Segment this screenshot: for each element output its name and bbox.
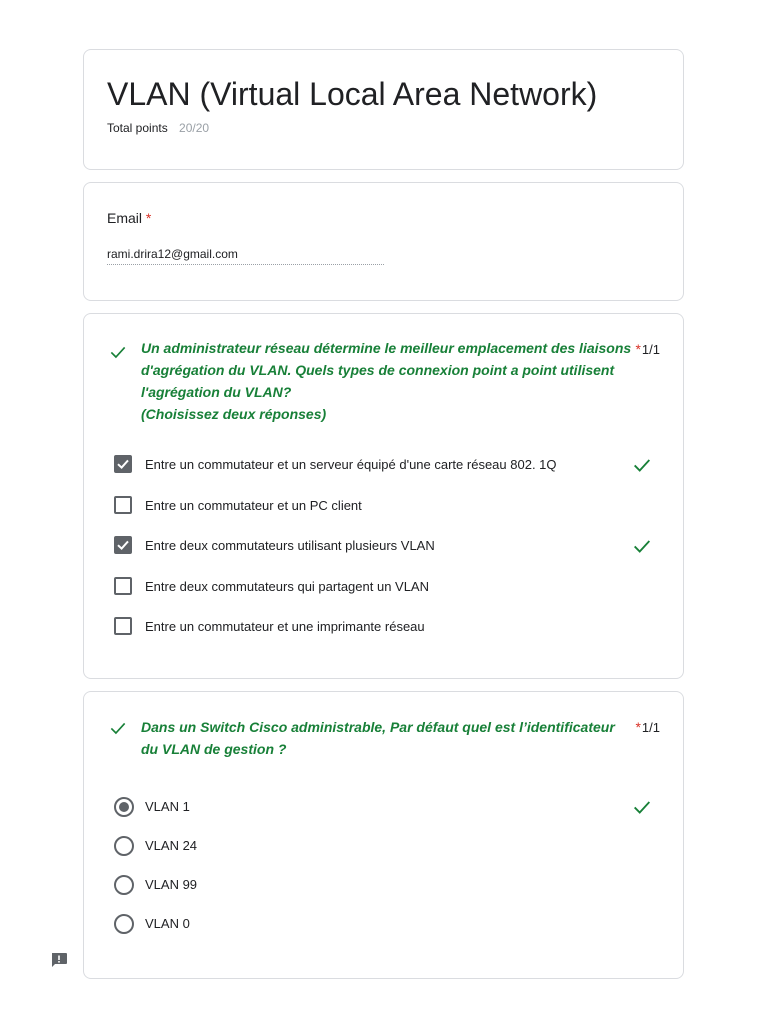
option-label: VLAN 1 xyxy=(145,799,190,814)
option-label: Entre un commutateur et un serveur équipé d'une carte réseau 802. 1Q xyxy=(145,457,557,472)
points-value: 1/1 xyxy=(641,342,660,357)
form-title: VLAN (Virtual Local Area Network) xyxy=(107,76,598,112)
option-label: Entre un commutateur et une imprimante réseau xyxy=(145,619,425,634)
radio-option[interactable] xyxy=(114,874,653,896)
check-icon xyxy=(108,718,128,738)
question-card-1 xyxy=(83,313,684,679)
question-text-line: du VLAN de gestion ? xyxy=(141,741,287,757)
option-label: VLAN 0 xyxy=(145,916,190,931)
correct-check-icon xyxy=(631,796,653,818)
form-header-card xyxy=(83,49,684,170)
email-card xyxy=(83,182,684,301)
radio-button[interactable] xyxy=(114,875,134,895)
question-points xyxy=(635,339,660,360)
checkbox-option[interactable] xyxy=(114,454,653,476)
checkbox[interactable] xyxy=(114,536,132,554)
total-points-value: 20/20 xyxy=(179,121,210,135)
required-asterisk: * xyxy=(635,341,641,357)
question-points xyxy=(635,717,660,738)
required-asterisk: * xyxy=(145,210,152,226)
report-problem-icon[interactable] xyxy=(49,950,69,970)
email-field[interactable]: rami.drira12@gmail.com xyxy=(107,245,384,265)
radio-button[interactable] xyxy=(114,797,134,817)
radio-option[interactable] xyxy=(114,835,653,857)
question-text-line: Un administrateur réseau détermine le meilleur emplacement des liaisons xyxy=(141,340,632,356)
checkbox[interactable] xyxy=(114,455,132,473)
option-label: Entre deux commutateurs qui partagent un VLAN xyxy=(145,578,429,594)
checkbox-option[interactable] xyxy=(114,535,653,557)
checkbox[interactable] xyxy=(114,617,132,635)
correct-check-icon xyxy=(631,535,653,557)
option-label: VLAN 24 xyxy=(145,838,198,853)
checkmark-icon xyxy=(116,457,130,471)
question-text xyxy=(141,716,626,760)
total-points xyxy=(107,120,209,136)
checkbox[interactable] xyxy=(114,577,132,595)
radio-button[interactable] xyxy=(114,914,134,934)
question-text-line: l'agrégation du VLAN? xyxy=(141,384,292,400)
email-label xyxy=(107,208,151,228)
required-asterisk: * xyxy=(635,719,641,735)
question-text-line: (Choisissez deux réponses) xyxy=(141,406,327,422)
question-text-line: Dans un Switch Cisco administrable, Par défaut quel est l’identificateur xyxy=(141,719,615,735)
question-text-line: d'agrégation du VLAN. Quels types de connexion point a point utilisent xyxy=(141,362,615,378)
checkbox-option[interactable] xyxy=(114,495,653,517)
option-label: Entre un commutateur et un PC client xyxy=(145,497,362,513)
email-label-text: Email xyxy=(107,210,143,226)
points-value: 1/1 xyxy=(641,720,660,735)
check-icon xyxy=(108,342,128,362)
radio-button[interactable] xyxy=(114,836,134,856)
checkbox-option[interactable] xyxy=(114,576,653,598)
option-label: Entre deux commutateurs utilisant plusieurs VLAN xyxy=(145,538,435,553)
question-card-2 xyxy=(83,691,684,979)
checkmark-icon xyxy=(116,538,130,552)
radio-option[interactable] xyxy=(114,796,653,818)
option-label: VLAN 99 xyxy=(145,877,198,892)
checkbox[interactable] xyxy=(114,496,132,514)
radio-option[interactable] xyxy=(114,913,653,935)
correct-check-icon xyxy=(631,454,653,476)
checkbox-option[interactable] xyxy=(114,616,653,638)
total-points-label: Total points xyxy=(107,121,168,135)
question-text xyxy=(141,337,633,425)
